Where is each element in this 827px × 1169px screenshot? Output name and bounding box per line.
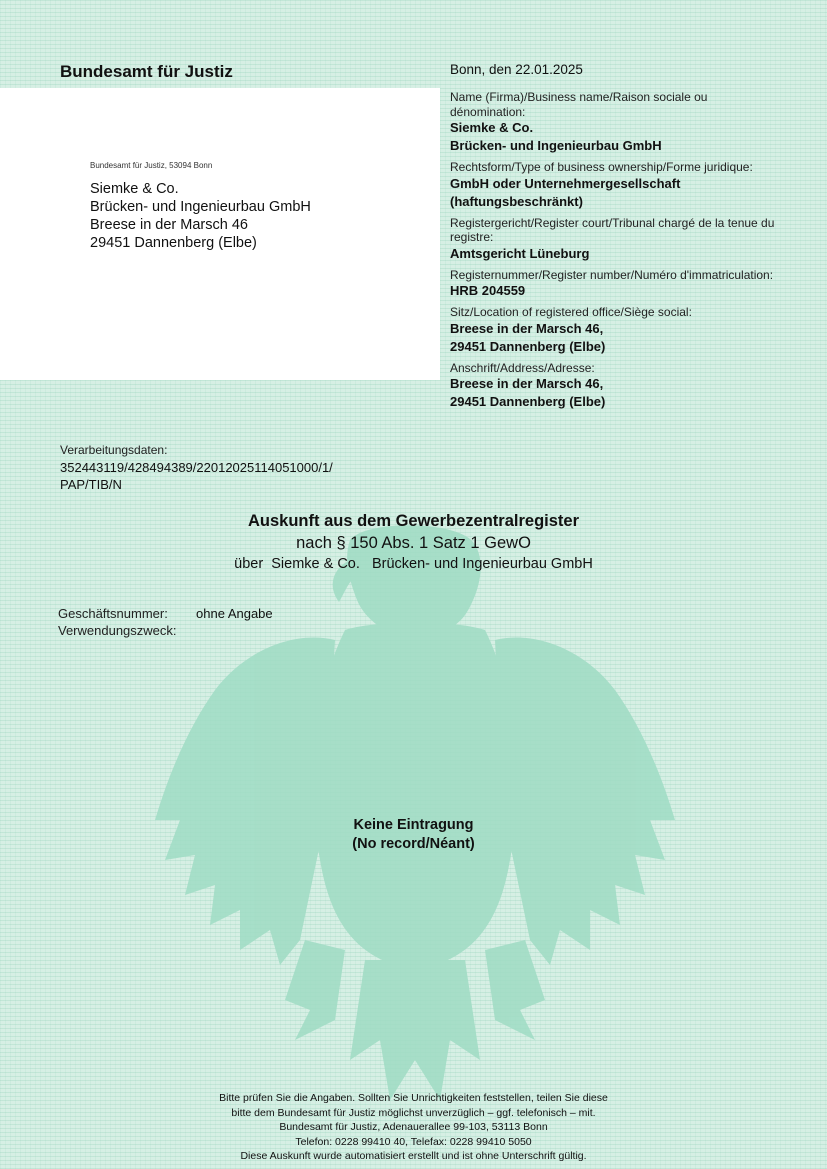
document-subject: über Siemke & Co. Brücken- und Ingenieurbau GmbH	[234, 556, 593, 572]
field-business-name	[450, 90, 780, 155]
field-value-line: (haftungsbeschränkt)	[450, 193, 583, 209]
field-value-line: Breese in der Marsch 46,	[450, 376, 604, 391]
register-result	[0, 816, 827, 854]
footer-line: bitte dem Bundesamt für Justiz möglichst unverzüglich – ggf. telefonisch – mit.	[231, 1106, 596, 1119]
reference-label: Verwendungszweck:	[58, 623, 177, 638]
field-value	[450, 320, 780, 356]
field-register-number	[450, 268, 780, 301]
issuer-name: Bundesamt für Justiz	[60, 62, 233, 81]
field-value-line: HRB 204559	[450, 283, 526, 298]
field-value	[450, 282, 780, 300]
reference-row	[58, 622, 273, 639]
footer-line: Telefon: 0228 99410 40, Telefax: 0228 99410 5050	[295, 1135, 532, 1148]
processing-label: Verarbeitungsdaten:	[60, 443, 168, 457]
field-address	[450, 361, 780, 412]
processing-line: PAP/TIB/N	[60, 477, 122, 492]
field-value	[450, 175, 780, 211]
field-value-line: 29451 Dannenberg (Elbe)	[450, 394, 606, 409]
field-registered-office	[450, 305, 780, 356]
field-label: Sitz/Location of registered office/Siège social:	[450, 305, 692, 319]
processing-data	[60, 442, 333, 493]
footer-line: Bitte prüfen Sie die Angaben. Sollten Sie Unrichtigkeiten feststellen, teilen Sie diese	[219, 1092, 608, 1104]
field-value-line: GmbH oder Unternehmergesellschaft	[450, 175, 681, 191]
field-value	[450, 245, 780, 263]
recipient-line: 29451 Dannenberg (Elbe)	[90, 235, 257, 251]
recipient-line: Breese in der Marsch 46	[90, 217, 248, 233]
field-value-line: Breese in der Marsch 46,	[450, 320, 604, 336]
document-subtitle: nach § 150 Abs. 1 Satz 1 GewO	[296, 534, 531, 552]
document-date: Bonn, den 22.01.2025	[450, 62, 583, 77]
field-value-line: 29451 Dannenberg (Elbe)	[450, 338, 606, 354]
recipient-line: Brücken- und Ingenieurbau GmbH	[90, 199, 311, 215]
recipient-address	[90, 180, 311, 252]
field-label: Registergericht/Register court/Tribunal chargé de la tenue du registre:	[450, 215, 775, 244]
document-heading	[0, 510, 827, 574]
document-title: Auskunft aus dem Gewerbezentralregister	[247, 512, 579, 530]
field-label: Anschrift/Address/Adresse:	[450, 360, 595, 375]
company-details	[450, 62, 780, 416]
field-value-line: Amtsgericht Lüneburg	[450, 245, 590, 261]
field-label: Rechtsform/Type of business ownership/Forme juridique:	[450, 160, 753, 174]
field-value	[450, 119, 780, 155]
field-value-line: Brücken- und Ingenieurbau GmbH	[450, 138, 662, 153]
recipient-line: Siemke & Co.	[90, 181, 179, 197]
reference-block	[58, 605, 273, 639]
reference-label: Geschäftsnummer:	[58, 606, 168, 621]
reference-value: ohne Angabe	[196, 606, 273, 621]
sender-line: Bundesamt für Justiz, 53094 Bonn	[90, 161, 213, 170]
field-label: Name (Firma)/Business name/Raison sociale ou dénomination:	[450, 90, 708, 119]
reference-row	[58, 605, 273, 622]
field-register-court	[450, 216, 780, 263]
field-value-line: Siemke & Co.	[450, 120, 534, 135]
result-line: (No record/Néant)	[352, 836, 475, 852]
field-value	[450, 375, 780, 411]
processing-line: 352443119/428494389/22012025114051000/1/	[60, 460, 333, 475]
field-legal-form	[450, 160, 780, 211]
footer-line: Bundesamt für Justiz, Adenauerallee 99-103, 53113 Bonn	[279, 1121, 548, 1133]
result-line: Keine Eintragung	[353, 817, 474, 833]
footer-notice	[0, 1091, 827, 1164]
field-label: Registernummer/Register number/Numéro d'immatriculation:	[450, 267, 774, 282]
footer-line: Diese Auskunft wurde automatisiert erstellt und ist ohne Unterschrift gültig.	[240, 1150, 587, 1162]
